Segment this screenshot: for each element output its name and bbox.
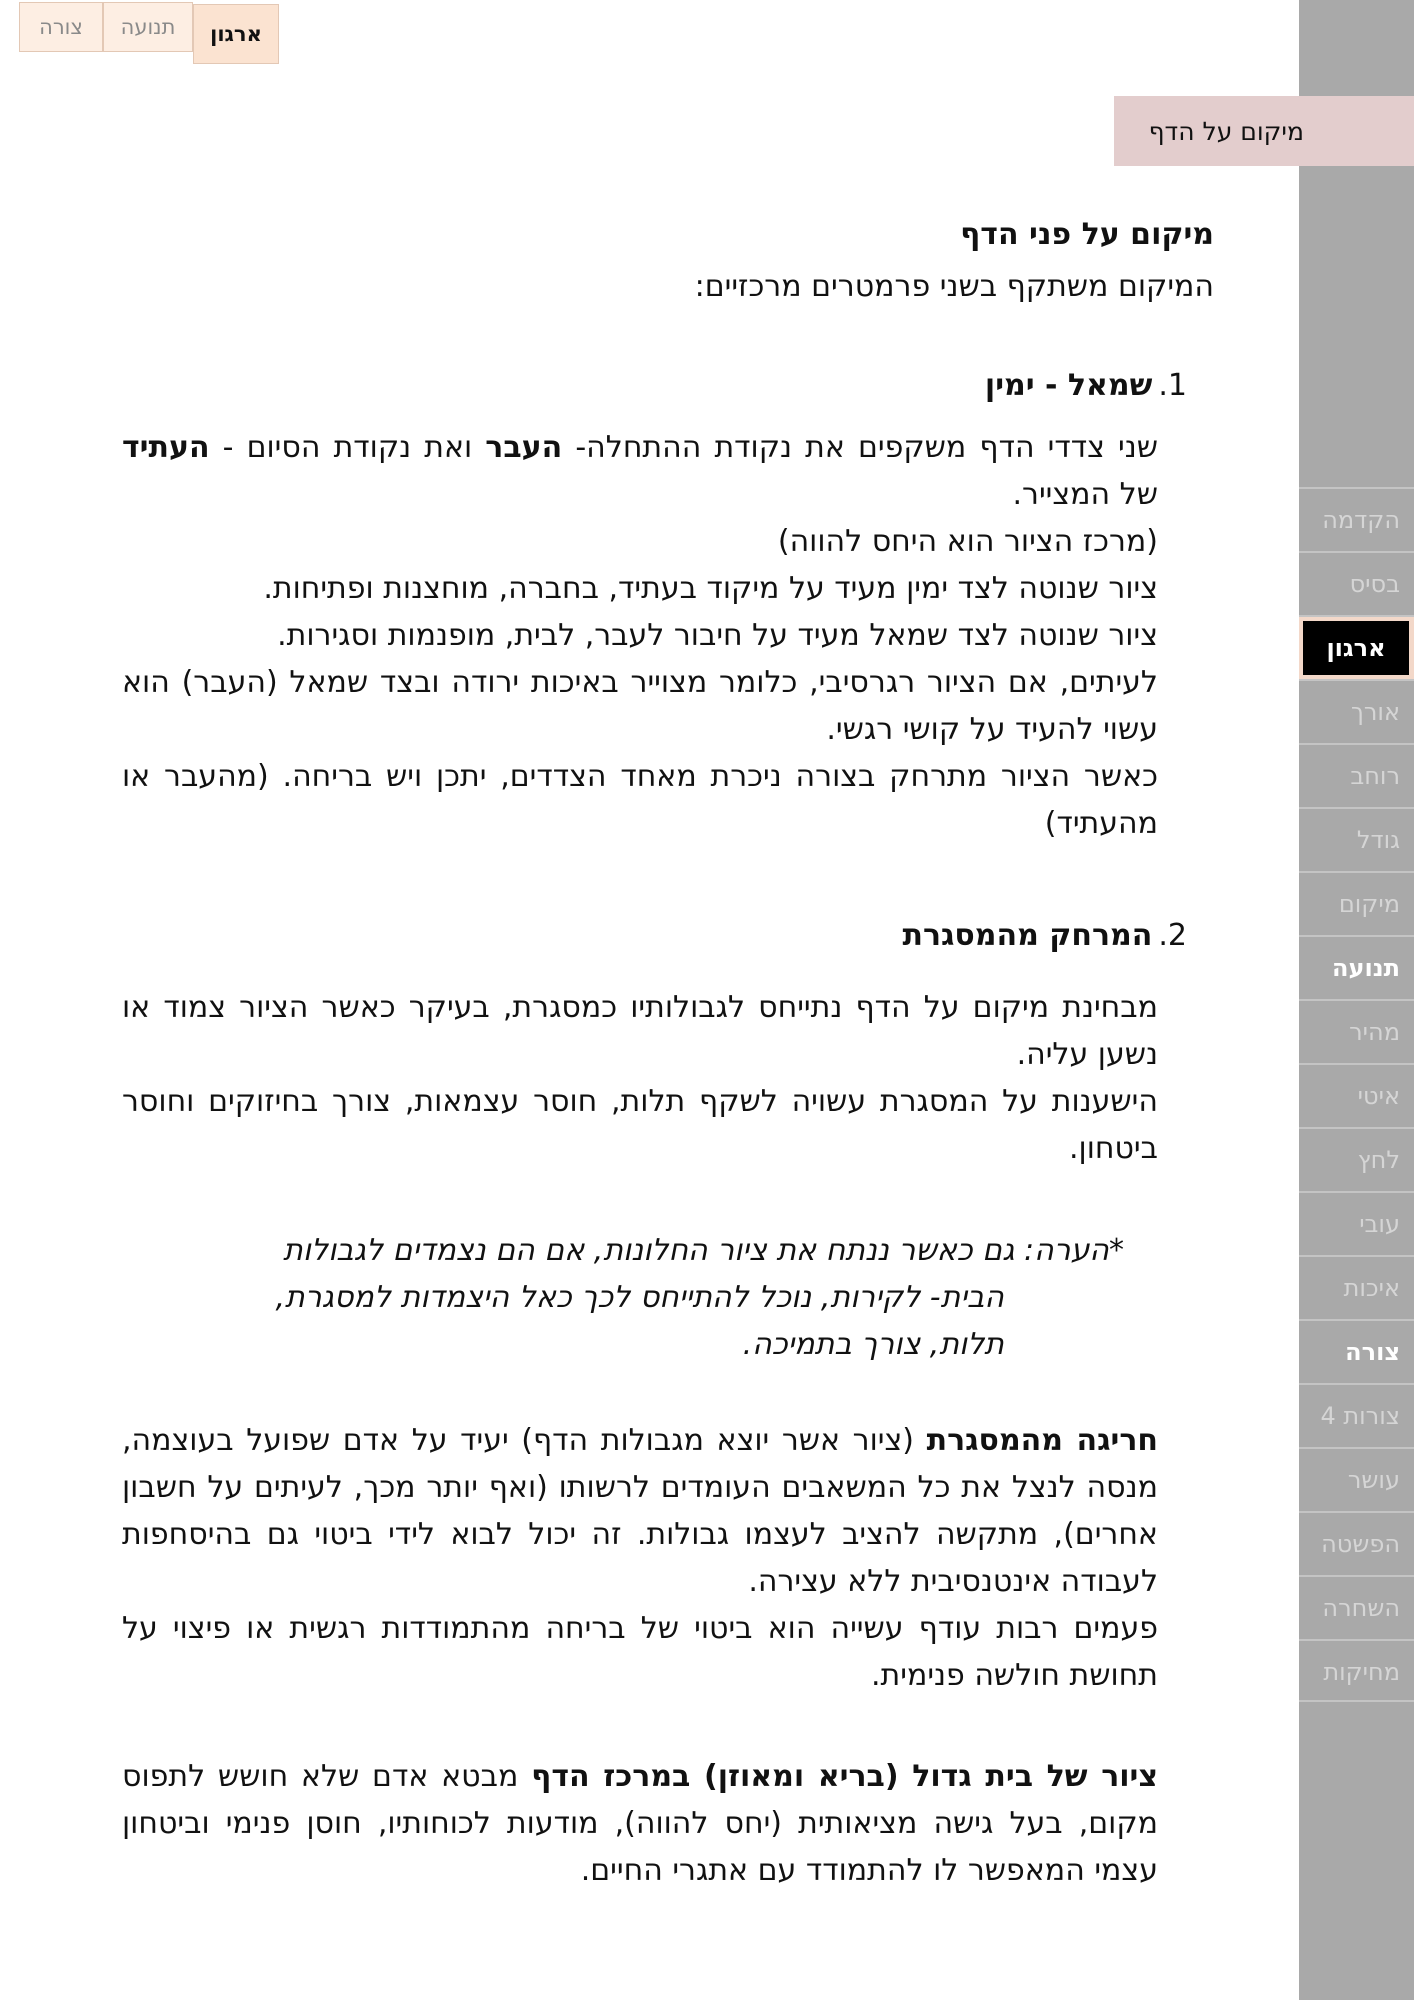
note-line: תלות, צורך בתמיכה. <box>742 1327 1004 1362</box>
section-header-label: מיקום על הדף <box>1148 116 1304 146</box>
paragraph-past-future <box>122 424 1158 518</box>
section-header <box>1114 96 1414 166</box>
tab-organization[interactable]: ארגון <box>193 4 279 64</box>
sidebar-item-pressure[interactable] <box>1299 1127 1414 1191</box>
sidebar-item-thickness[interactable] <box>1299 1191 1414 1255</box>
sidebar-item-richness[interactable] <box>1299 1447 1414 1511</box>
paragraph-frame-deviation <box>122 1417 1158 1699</box>
note-line: *הערה: גם כאשר ננתח את ציור החלונות, אם הם נצמדים לגבולות <box>283 1233 1124 1268</box>
paragraph-deviation-main <box>122 1417 1158 1605</box>
sidebar-item-length[interactable] <box>1299 679 1414 743</box>
sidebar-item-label: מחיקות <box>1323 1658 1400 1686</box>
heading-number: 1. <box>1158 368 1187 403</box>
sidebar-item-intro[interactable] <box>1299 487 1414 551</box>
sidebar-item-abstraction[interactable] <box>1299 1511 1414 1575</box>
bold-past: העבר <box>485 430 563 465</box>
sidebar-item-4-forms[interactable] <box>1299 1383 1414 1447</box>
sidebar-item-label: אורך <box>1350 698 1400 726</box>
line-frame-leaning: הישענות על המסגרת עשויה לשקף תלות, חוסר עצמאות, צורך בחיזוקים וחוסר ביטחון. <box>122 1084 1158 1166</box>
line-regressive: לעיתים, אם הציור רגרסיבי, כלומר מצוייר באיכות ירודה ובצד שמאל (העבר) הוא עשוי להעיד על קושי רגשי. <box>122 665 1158 747</box>
paragraph-left-right <box>122 424 1158 847</box>
note-windows <box>224 1227 1124 1368</box>
sidebar-item-location[interactable] <box>1299 871 1414 935</box>
sidebar-divider <box>1299 1700 1414 1702</box>
heading-text: המרחק מהמסגרת <box>902 918 1153 953</box>
sidebar-item-label: רוחב <box>1350 762 1400 790</box>
sidebar-item-size[interactable] <box>1299 807 1414 871</box>
heading-left-right <box>985 368 1187 403</box>
note-line: הבית- לקירות, נוכל להתייחס לכך כאל היצמדות למסגרת, <box>275 1280 1004 1315</box>
sidebar-item-width[interactable] <box>1299 743 1414 807</box>
sidebar-item-fast[interactable] <box>1299 999 1414 1063</box>
line-excess-activity: פעמים רבות עודף עשייה הוא ביטוי של בריחה מהתמודדות רגשית או פיצוי על תחושת חולשה פנימית. <box>122 1611 1158 1693</box>
sidebar-item-slow[interactable] <box>1299 1063 1414 1127</box>
sidebar-item-label: הפשטה <box>1321 1530 1400 1558</box>
text-run: של המצייר. <box>1012 477 1158 512</box>
intro-text: המיקום משתקף בשני פרמטרים מרכזיים: <box>694 269 1214 304</box>
text-run: (ציור אשר יוצא מגבולות הדף) יעיד על אדם שפועל בעוצמה, מנסה לנצל את כל המשאבים העומדים לרשותו (ואף יותר מכך, לעיתים על חשבון אחרים), מתקשה להציב לעצמו גבולות. זה יכול לבוא לידי ביטוי גם בהיסחפות לעבודה אינטנסיבית ללא עצירה. <box>122 1423 1158 1599</box>
sidebar-item-label: 4 צורות <box>1320 1402 1400 1430</box>
paragraph-center-house <box>122 1753 1158 1894</box>
sidebar-item-label: לחץ <box>1357 1146 1400 1174</box>
heading-number: 2. <box>1158 918 1187 953</box>
tab-form[interactable]: צורה <box>19 2 103 52</box>
page-title: מיקום על פני הדף <box>960 217 1214 252</box>
sidebar-item-label: איכות <box>1343 1274 1400 1302</box>
bold-center-house: ציור של בית גדול (בריא ומאוזן) במרכז הדף <box>531 1759 1158 1794</box>
bold-future: העתיד <box>122 430 210 465</box>
sidebar-item-organization[interactable] <box>1299 615 1414 679</box>
line-center-present: (מרכז הציור הוא היחס להווה) <box>777 524 1158 559</box>
sidebar-item-label: ארגון <box>1303 621 1409 675</box>
paragraph-frame <box>122 984 1158 1172</box>
sidebar-item-blackening[interactable] <box>1299 1575 1414 1639</box>
sidebar-item-basis[interactable] <box>1299 551 1414 615</box>
tab-movement[interactable]: תנועה <box>103 2 193 52</box>
sidebar-item-label: מהיר <box>1349 1018 1400 1046</box>
text-run: ואת נקודת הסיום - <box>209 430 486 465</box>
sidebar-item-erasures[interactable] <box>1299 1639 1414 1703</box>
line-right-side: ציור שנוטה לצד ימין מעיד על מיקוד בעתיד, בחברה, מוחצנות ופתיחות. <box>263 571 1158 606</box>
sidebar-item-form[interactable] <box>1299 1319 1414 1383</box>
bold-frame-deviation: חריגה מהמסגרת <box>926 1423 1158 1458</box>
heading-text: שמאל - ימין <box>984 368 1153 403</box>
line-escape: כאשר הציור מתרחק בצורה ניכרת מאחד הצדדים, יתכן ויש בריחה. (מהעבר או מהעתיד) <box>122 759 1158 841</box>
sidebar-item-label: צורה <box>1345 1338 1400 1366</box>
sidebar-item-label: גודל <box>1356 826 1400 854</box>
text-run: שני צדדי הדף משקפים את נקודת ההתחלה- <box>562 430 1158 465</box>
line-left-side: ציור שנוטה לצד שמאל מעיד על חיבור לעבר, לבית, מופנמות וסגירות. <box>277 618 1158 653</box>
line-frame-boundaries: מבחינת מיקום על הדף נתייחס לגבולותיו כמסגרת, בעיקר כאשר הציור צמוד או נשען עליה. <box>122 990 1158 1072</box>
sidebar-item-label: בסיס <box>1349 570 1400 598</box>
sidebar-item-label: עושר <box>1347 1466 1400 1494</box>
sidebar-item-label: עובי <box>1359 1210 1400 1238</box>
sidebar-item-label: השחרה <box>1322 1594 1400 1622</box>
sidebar-item-quality[interactable] <box>1299 1255 1414 1319</box>
sidebar-item-label: מיקום <box>1338 890 1400 918</box>
paragraph-center-main <box>122 1753 1158 1894</box>
sidebar-item-label: תנועה <box>1332 954 1400 982</box>
text-run: מבטא אדם שלא חושש לתפוס מקום, בעל גישה מציאותית (יחס להווה), מודעות לכוחותיו, חוסן פנימי וביטחון עצמי המאפשר לו להתמודד עם אתגרי החיים. <box>122 1759 1158 1888</box>
sidebar <box>1299 0 1414 2000</box>
heading-frame-distance <box>902 918 1187 953</box>
sidebar-item-label: הקדמה <box>1322 506 1400 534</box>
sidebar-item-label: איטי <box>1357 1082 1400 1110</box>
sidebar-item-movement[interactable] <box>1299 935 1414 999</box>
